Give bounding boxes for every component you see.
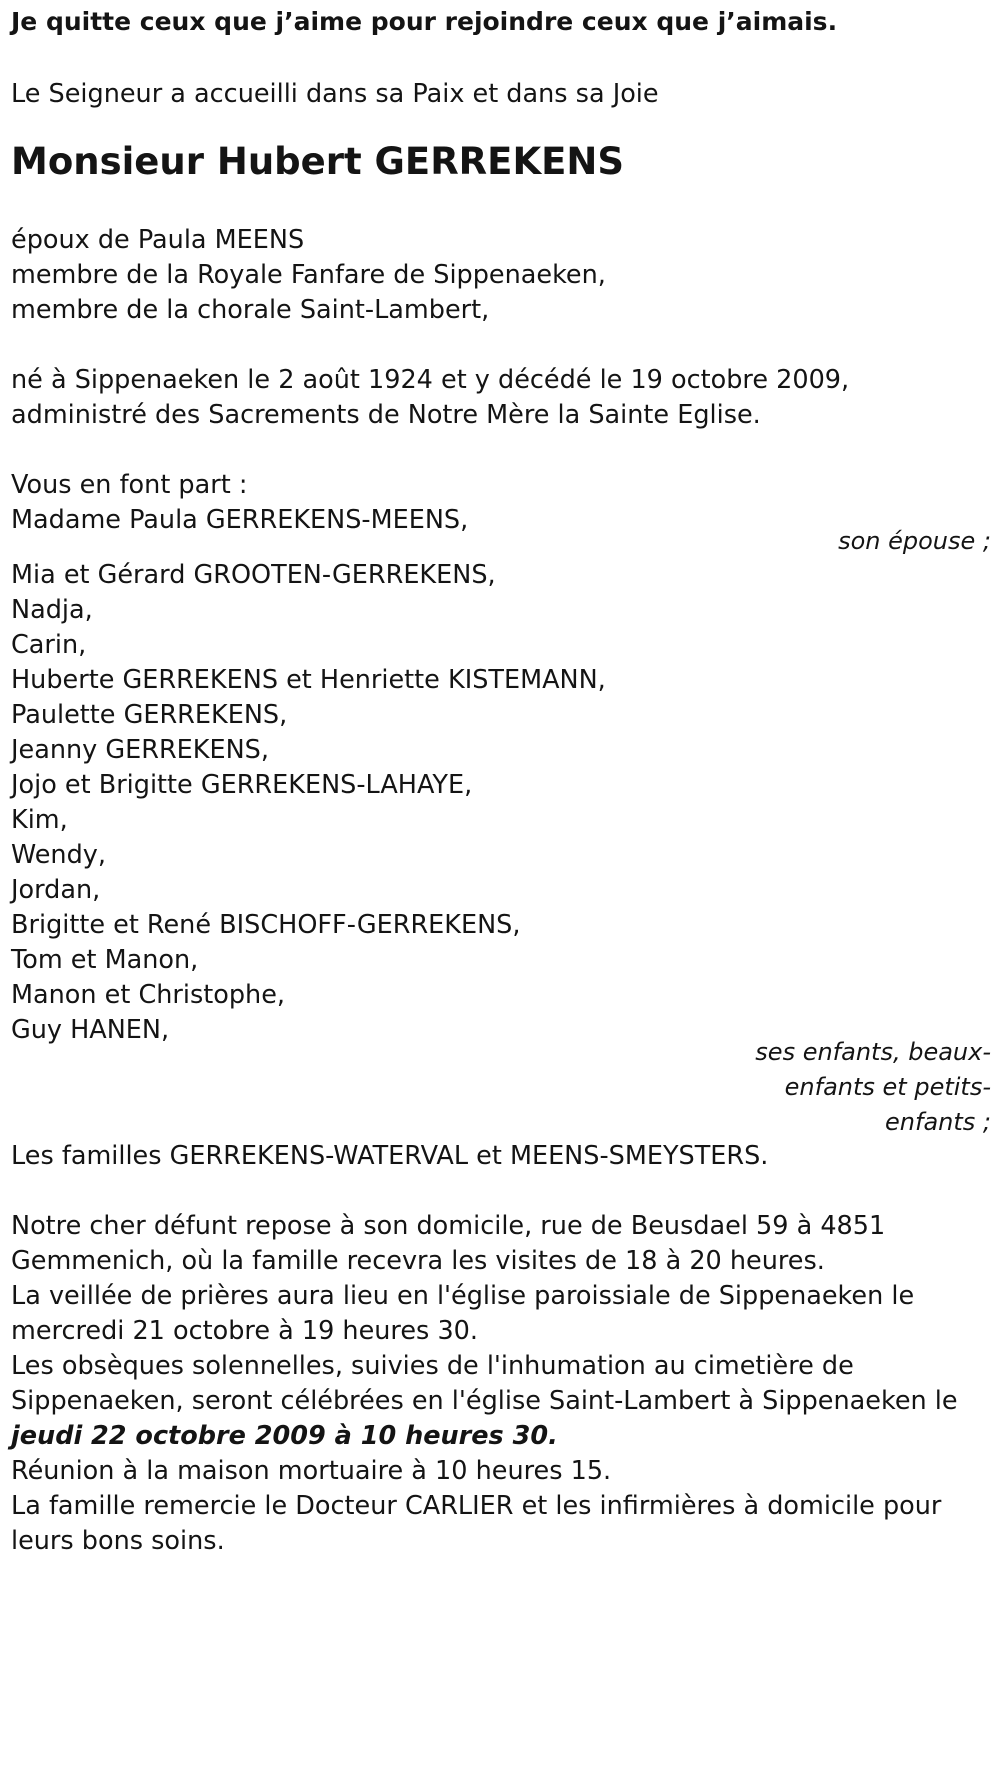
families-line: Les familles GERREKENS-WATERVAL et MEENS-SMEYSTERS. bbox=[11, 1141, 769, 1171]
family-member: Manon et Christophe, bbox=[11, 980, 286, 1010]
family-member: Brigitte et René BISCHOFF-GERREKENS, bbox=[11, 910, 521, 940]
details-line: Sippenaeken, seront célébrées en l'église Saint-Lambert à Sippenaeken le bbox=[11, 1386, 958, 1416]
family-member: Paulette GERREKENS, bbox=[11, 700, 288, 730]
family-member: Wendy, bbox=[11, 840, 106, 870]
family-member: Tom et Manon, bbox=[11, 945, 199, 975]
details-line: Gemmenich, où la famille recevra les visites de 18 à 20 heures. bbox=[11, 1246, 825, 1276]
affiliation-line: membre de la chorale Saint-Lambert, bbox=[11, 295, 490, 325]
details-line: La veillée de prières aura lieu en l'église paroissiale de Sippenaeken le bbox=[11, 1281, 915, 1311]
family-member: Kim, bbox=[11, 805, 68, 835]
children-relation: enfants ; bbox=[885, 1108, 991, 1136]
closing-line: Réunion à la maison mortuaire à 10 heures 15. bbox=[11, 1456, 612, 1486]
closing-line: leurs bons soins. bbox=[11, 1526, 225, 1556]
family-member: Mia et Gérard GROOTEN-GERREKENS, bbox=[11, 560, 496, 590]
family-member: Huberte GERREKENS et Henriette KISTEMANN, bbox=[11, 665, 606, 695]
family-member: Guy HANEN, bbox=[11, 1015, 170, 1045]
affiliation-line: membre de la Royale Fanfare de Sippenaeken, bbox=[11, 260, 606, 290]
family-member: Carin, bbox=[11, 630, 87, 660]
closing-line: La famille remercie le Docteur CARLIER et les infirmières à domicile pour bbox=[11, 1491, 942, 1521]
funeral-date: jeudi 22 octobre 2009 à 10 heures 30. bbox=[11, 1421, 558, 1451]
spouse-name: Madame Paula GERREKENS-MEENS, bbox=[11, 505, 469, 535]
intro-text: Le Seigneur a accueilli dans sa Paix et dans sa Joie bbox=[11, 79, 659, 109]
life-dates-line: né à Sippenaeken le 2 août 1924 et y décédé le 19 octobre 2009, bbox=[11, 365, 850, 395]
announcement-intro: Vous en font part : bbox=[11, 470, 248, 500]
family-member: Jordan, bbox=[11, 875, 101, 905]
life-dates-line: administré des Sacrements de Notre Mère la Sainte Eglise. bbox=[11, 400, 761, 430]
epigraph: Je quitte ceux que j’aime pour rejoindre ceux que j’aimais. bbox=[11, 7, 838, 36]
family-member: Jojo et Brigitte GERREKENS-LAHAYE, bbox=[11, 770, 473, 800]
children-relation: enfants et petits- bbox=[784, 1073, 991, 1101]
children-relation: ses enfants, beaux- bbox=[755, 1038, 991, 1066]
details-line: Notre cher défunt repose à son domicile, rue de Beusdael 59 à 4851 bbox=[11, 1211, 886, 1241]
affiliation-line: époux de Paula MEENS bbox=[11, 225, 305, 255]
spouse-relation: son épouse ; bbox=[838, 527, 991, 555]
deceased-name: Monsieur Hubert GERREKENS bbox=[11, 140, 625, 183]
details-line: Les obsèques solennelles, suivies de l'inhumation au cimetière de bbox=[11, 1351, 854, 1381]
family-member: Jeanny GERREKENS, bbox=[11, 735, 269, 765]
family-member: Nadja, bbox=[11, 595, 93, 625]
details-line: mercredi 21 octobre à 19 heures 30. bbox=[11, 1316, 478, 1346]
